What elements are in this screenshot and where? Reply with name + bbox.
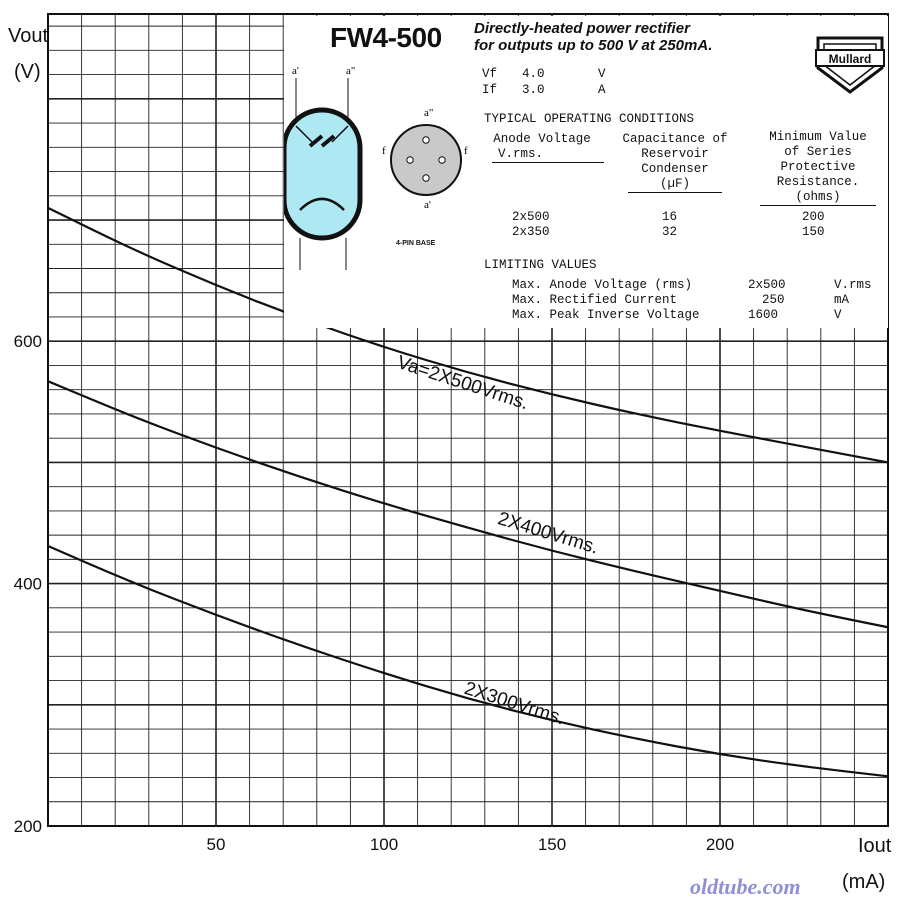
y-tick-label: 400 [13, 574, 42, 594]
limit-r2-value: 250 [762, 293, 785, 307]
limit-r2-unit: mA [834, 293, 850, 307]
tube-symbol [284, 60, 384, 270]
series-line-3 [48, 546, 888, 776]
typical-col2-line3: Condenser [641, 162, 709, 176]
typical-r2-res: 150 [802, 225, 825, 239]
typical-col3-line3: Protective [780, 160, 856, 174]
typical-heading: TYPICAL OPERATING CONDITIONS [484, 112, 695, 126]
if-unit: A [598, 83, 606, 97]
limit-r1-value: 2x500 [748, 278, 786, 292]
typical-r2-cap: 32 [662, 225, 678, 239]
vf-unit: V [598, 67, 606, 81]
y-axis-label [8, 25, 48, 83]
limit-r1-unit: V.rms [834, 278, 872, 292]
typical-col3-line5: (ohms) [760, 190, 876, 206]
mullard-logo [814, 34, 886, 96]
base-pin-top: a" [424, 107, 434, 119]
series-label-3: 2X300Vrms. [461, 678, 568, 730]
x-axis-label-main: Iout [858, 835, 892, 857]
vf-value: 4.0 [522, 67, 545, 81]
typical-row-1 [512, 210, 825, 225]
x-tick-label: 100 [369, 835, 399, 854]
page-title: FW4-500 [330, 22, 442, 53]
typical-r1-cap: 16 [662, 210, 678, 224]
limiting-heading: LIMITING VALUES [484, 258, 597, 272]
series-label-1: Va=2X500Vrms. [394, 352, 532, 415]
logo-text: Mullard [828, 52, 872, 66]
base-pin-right: f [464, 145, 468, 157]
y-tick-label: 200 [13, 817, 42, 836]
series-line-2 [48, 381, 888, 627]
series-label-2: 2X400Vrms. [495, 508, 601, 559]
x-tick-label: 200 [705, 835, 735, 854]
if-label: If [482, 83, 498, 97]
typical-col3-line4: Resistance. [776, 175, 860, 189]
if-value: 3.0 [522, 83, 545, 97]
datasheet-panel [284, 16, 888, 328]
limit-r3-label: Max. Peak Inverse Voltage [512, 308, 700, 322]
y-tick-label: 600 [13, 332, 42, 352]
x-axis-label-unit: (mA) [842, 871, 886, 893]
typical-col3-line2: of Series [784, 145, 852, 159]
typical-col-resistance [750, 130, 886, 206]
limit-r3-unit: V [834, 308, 842, 322]
limiting-row-3 [512, 308, 842, 323]
x-tick-label: 150 [537, 835, 567, 854]
typical-col2-line1: Capacitance of [622, 132, 728, 146]
typical-col3-line1: Minimum Value [769, 130, 867, 144]
limit-r3-value: 1600 [748, 308, 779, 322]
limit-r1-label: Max. Anode Voltage (rms) [512, 278, 693, 292]
subtitle-line-2: for outputs up to 500 V at 250mA. [474, 37, 713, 54]
watermark: oldtube.com [690, 874, 801, 899]
typical-r1-res: 200 [802, 210, 825, 224]
vf-label: Vf [482, 67, 498, 81]
base-pin-left: f [382, 145, 386, 157]
x-tick-label: 50 [206, 835, 226, 854]
tube-pin-a2: a" [346, 65, 356, 77]
base-label: 4-PIN BASE [396, 240, 436, 247]
base-diagram [382, 104, 472, 232]
typical-r2-anode: 2x350 [512, 225, 550, 239]
typical-col-capacitance [608, 132, 742, 193]
typical-col-anode [480, 132, 604, 163]
y-axis-label-main: Vout [8, 25, 49, 47]
base-pin-bottom: a' [424, 199, 431, 211]
subtitle-line-1: Directly-heated power rectifier [474, 20, 690, 37]
y-axis-label-unit: (V) [14, 61, 41, 83]
typical-col1-line1: Anode Voltage [493, 132, 591, 146]
typical-col2-line2: Reservoir [641, 147, 709, 161]
limiting-row-2 [512, 293, 849, 308]
typical-col1-line2: V.rms. [492, 147, 604, 163]
page-subtitle [474, 20, 774, 54]
typical-col2-line4: (µF) [628, 177, 722, 193]
tube-pin-a1: a' [292, 65, 299, 77]
typical-row-2 [512, 225, 825, 240]
typical-r1-anode: 2x500 [512, 210, 550, 224]
limit-r2-label: Max. Rectified Current [512, 293, 678, 307]
filament-specs [482, 66, 606, 98]
limiting-row-1 [512, 278, 872, 293]
